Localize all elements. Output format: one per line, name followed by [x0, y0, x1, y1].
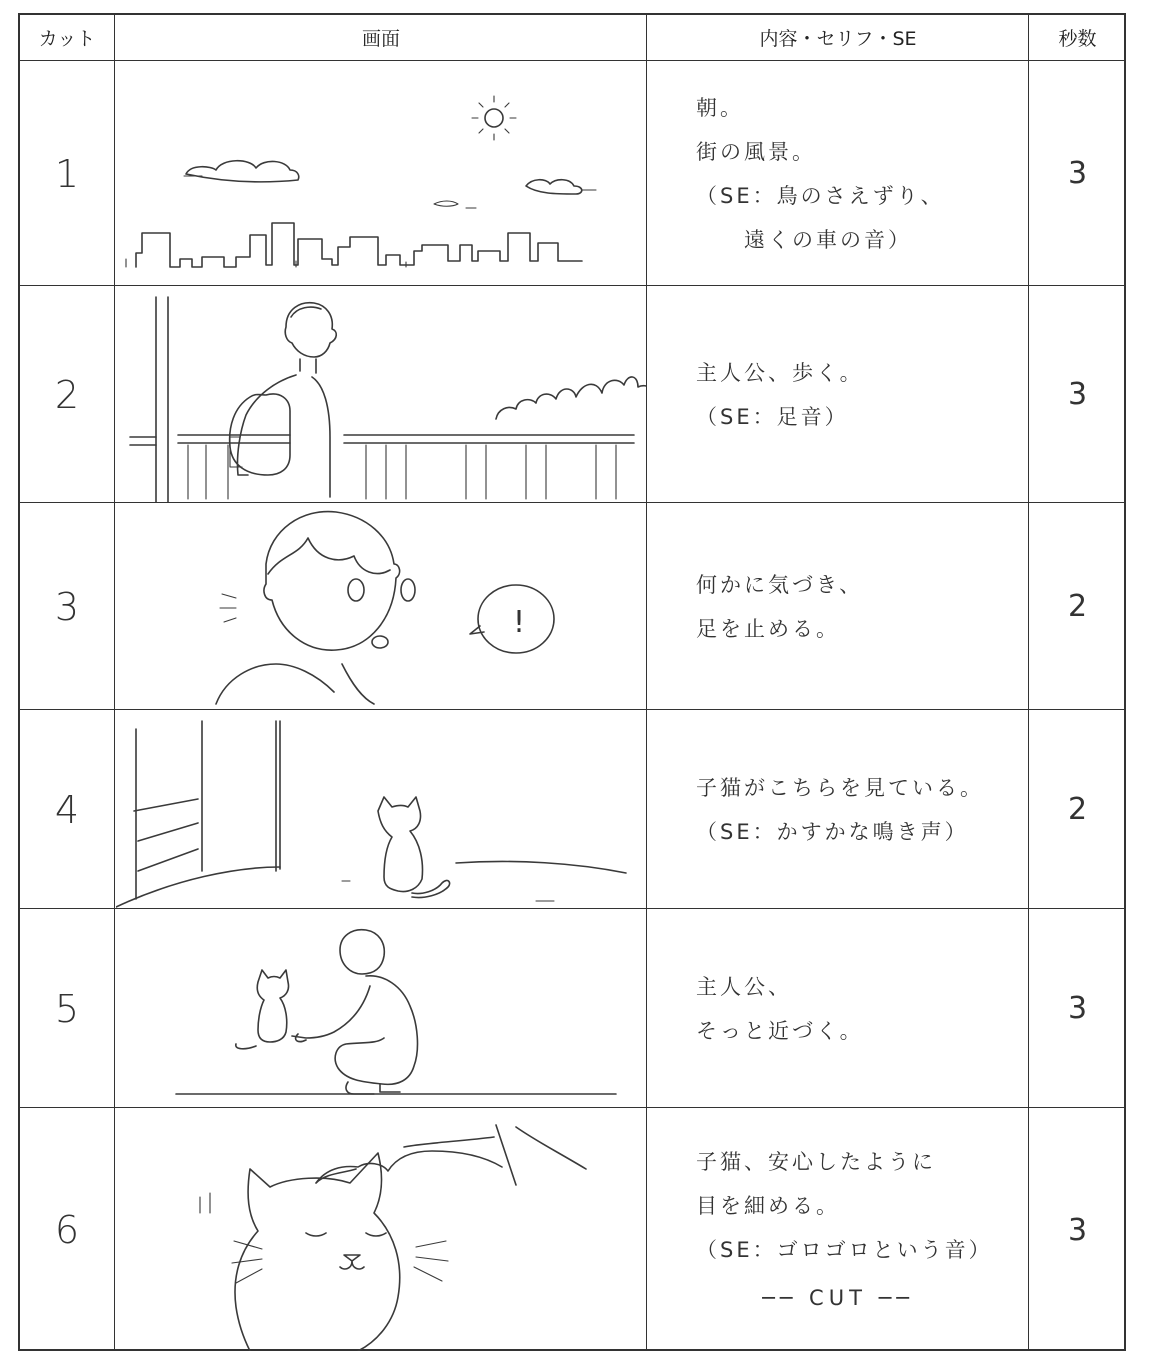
- content-line: 足を止める。: [696, 616, 840, 641]
- cut-number: 4: [54, 787, 80, 832]
- kitten-petted-sketch: [116, 1109, 646, 1351]
- frame-petting-kitten: [116, 1109, 646, 1351]
- cut-end-mark: ── CUT ──: [762, 1286, 914, 1310]
- boy-walking-sketch: [116, 287, 646, 502]
- cut-row-1: [20, 62, 1124, 285]
- storyboard-sheet: [18, 13, 1126, 1351]
- cut-seconds: 3: [1067, 1212, 1088, 1248]
- frame-noticing: [116, 504, 646, 709]
- cut-description: [648, 1109, 1028, 1351]
- content-line: 主人公、: [696, 974, 792, 999]
- content-line: 目を細める。: [696, 1194, 840, 1218]
- cut-seconds: 3: [1067, 156, 1088, 191]
- exclamation-bubble-text: !: [513, 605, 526, 640]
- content-line: （SE：ゴロゴロという音）: [696, 1238, 993, 1262]
- city-skyline-sketch: [116, 62, 646, 285]
- content-line: 遠くの車の音）: [696, 227, 912, 252]
- content-line: 主人公、歩く。: [696, 360, 864, 385]
- cut-row-4: [20, 711, 1124, 908]
- header-seconds: 秒数: [1058, 28, 1097, 50]
- content-line: （SE：足音）: [696, 404, 849, 429]
- cut-number: 5: [54, 986, 80, 1031]
- content-line: （SE：鳥のさえずり、: [696, 183, 945, 208]
- cut-description: [648, 711, 1028, 908]
- content-line: （SE：かすかな鳴き声）: [696, 819, 969, 844]
- content-line: 朝。: [696, 95, 744, 120]
- row-divider: [20, 60, 1124, 61]
- cut-description: [648, 910, 1028, 1107]
- cut-seconds: 2: [1067, 589, 1088, 624]
- cut-number: 1: [54, 151, 80, 196]
- cut-description: [648, 62, 1028, 285]
- content-line: 子猫がこちらを見ている。: [696, 775, 984, 800]
- cut-row-5: [20, 910, 1124, 1107]
- row-divider: [20, 285, 1124, 286]
- cut-number: 2: [54, 372, 80, 417]
- frame-walking: [116, 287, 646, 502]
- cut-row-3: [20, 504, 1124, 709]
- cut-seconds: 2: [1067, 792, 1088, 827]
- frame-city-morning: [116, 62, 646, 285]
- boy-crouching-sketch: [116, 910, 646, 1107]
- boy-surprised-sketch: [116, 504, 646, 709]
- cut-number: 3: [54, 584, 80, 629]
- cut-row-6: [20, 1109, 1124, 1351]
- row-divider: [20, 709, 1124, 710]
- frame-approaching: [116, 910, 646, 1107]
- header-picture: 画面: [361, 28, 400, 50]
- header-cut: カット: [38, 28, 96, 50]
- frame-kitten-watching: [116, 711, 646, 908]
- content-line: 何かに気づき、: [696, 572, 864, 597]
- header-content: 内容・セリフ・SE: [759, 28, 917, 50]
- cut-row-2: [20, 287, 1124, 502]
- row-divider: [20, 1107, 1124, 1108]
- content-line: そっと近づく。: [696, 1018, 864, 1043]
- cut-number: 6: [54, 1208, 80, 1252]
- cut-description: [648, 287, 1028, 502]
- cut-seconds: 3: [1067, 377, 1088, 412]
- content-line: 街の風景。: [696, 139, 816, 164]
- row-divider: [20, 908, 1124, 909]
- content-line: 子猫、安心したように: [696, 1150, 936, 1174]
- kitten-sitting-sketch: [116, 711, 646, 908]
- cut-description: [648, 504, 1028, 709]
- row-divider: [20, 502, 1124, 503]
- cut-seconds: 3: [1067, 991, 1088, 1026]
